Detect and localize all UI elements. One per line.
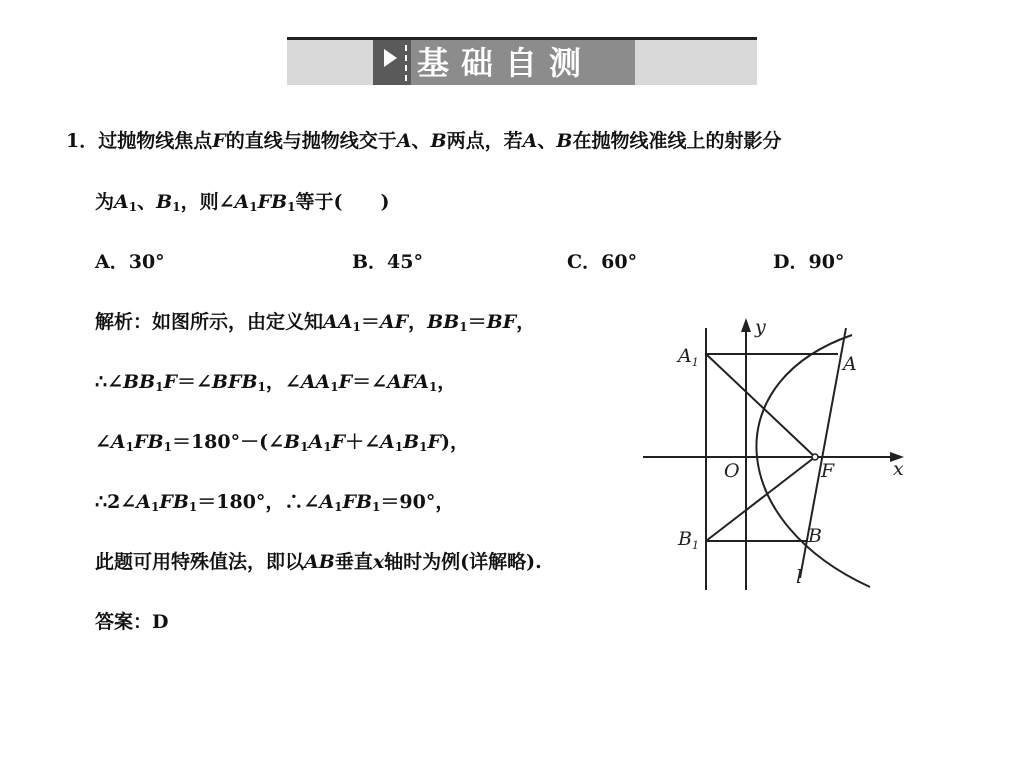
text: ：如图所示，由定义知: [133, 311, 324, 333]
var: F: [212, 130, 226, 152]
var: FB: [257, 191, 288, 213]
solution-heading: 解析: [95, 311, 134, 333]
text: ＝180°－(∠: [171, 431, 285, 453]
subscript: 1: [172, 200, 181, 214]
var: A: [110, 431, 126, 453]
text: ，: [516, 311, 536, 333]
var: AA: [300, 371, 331, 393]
var: A: [136, 491, 151, 513]
var: AA: [323, 311, 353, 333]
text: ∴∠: [95, 371, 124, 393]
text: ＝∠: [177, 371, 212, 393]
label-f: F: [821, 460, 835, 482]
solution-line-4: [95, 489, 454, 515]
text: ＝∠: [352, 371, 388, 393]
text: 在抛物线准线上的射影分: [572, 130, 782, 152]
answer-label: 答案: [95, 611, 134, 633]
var: BB: [123, 371, 156, 393]
question-number: 1．: [66, 130, 99, 152]
var: B: [284, 431, 301, 453]
var: x: [372, 551, 385, 573]
subscript: 1: [352, 320, 361, 334]
text: ，∠: [265, 371, 301, 393]
var: BFB: [211, 371, 258, 393]
solution-line-3: [95, 429, 469, 455]
y-axis-arrow: [741, 318, 751, 332]
var: A: [396, 130, 412, 152]
var: FB: [342, 491, 373, 513]
var: B: [156, 191, 173, 213]
var: A: [234, 191, 250, 213]
text: ＝: [360, 311, 380, 333]
subscript: 1: [188, 500, 198, 514]
text: 为: [95, 191, 115, 213]
answer-value: D: [152, 611, 169, 633]
subscript: 1: [419, 440, 428, 454]
text: 轴时为例(详解略).: [384, 551, 542, 573]
subscript: 1: [394, 440, 404, 454]
text: ＋∠: [345, 431, 380, 453]
question-line-1: [66, 128, 781, 154]
label-b: B: [808, 525, 822, 547]
subscript: 1: [428, 380, 438, 394]
var: BF: [486, 311, 517, 333]
question-line-2: [95, 189, 390, 215]
var: B: [430, 130, 447, 152]
var: A: [522, 130, 538, 152]
subscript: 1: [323, 440, 332, 454]
label-a: A: [843, 353, 857, 375]
var: AB: [304, 551, 335, 573]
text: ∴2∠: [95, 491, 137, 513]
solution-line-1: [95, 309, 535, 335]
var: A: [308, 431, 324, 453]
subscript: 1: [128, 200, 138, 214]
play-arrow-icon: [384, 49, 397, 67]
var: A: [114, 191, 129, 213]
label-b1: $B_1$: [678, 528, 699, 552]
subscript: 1: [249, 200, 258, 214]
focus-point: [812, 454, 818, 460]
subscript: 1: [334, 500, 343, 514]
answer-separator: ：: [133, 611, 153, 633]
section-banner: [287, 37, 757, 85]
var: AFA: [387, 371, 429, 393]
text: )，: [441, 431, 470, 453]
subscript: 1: [372, 500, 381, 514]
var: BB: [427, 311, 460, 333]
text: 、: [411, 130, 431, 152]
text: 的直线与抛物线交于: [225, 130, 397, 152]
subscript: 1: [155, 380, 164, 394]
var: A: [379, 431, 395, 453]
text: ＝: [467, 311, 487, 333]
text: 等于( ): [295, 191, 390, 213]
subscript: 1: [163, 440, 172, 454]
var: AF: [379, 311, 409, 333]
text: ，: [408, 311, 428, 333]
subscript: 1: [287, 200, 296, 214]
label-y: y: [755, 316, 766, 338]
text: 、: [537, 130, 557, 152]
label-x: x: [893, 458, 904, 480]
subscript: 1: [459, 320, 468, 334]
text: 、: [137, 191, 157, 213]
var: F: [338, 371, 353, 393]
text: ＝90°，: [380, 491, 455, 513]
var: FB: [134, 431, 164, 453]
text: ，: [437, 371, 457, 393]
solution-line-2: [95, 369, 456, 395]
text: 过抛物线焦点: [98, 130, 213, 152]
subscript: 1: [150, 500, 160, 514]
var: A: [319, 491, 335, 513]
subscript: 1: [125, 440, 135, 454]
text: ∠: [95, 431, 111, 453]
banner-dashed-divider: [405, 45, 407, 81]
option-c[interactable]: C．60°: [567, 251, 638, 273]
var: B: [556, 130, 573, 152]
text: 两点，若: [446, 130, 523, 152]
segment-b1-f: [706, 457, 815, 541]
var: B: [403, 431, 420, 453]
option-d[interactable]: D．90°: [773, 251, 845, 273]
label-a1: $A_1$: [678, 345, 699, 369]
text: ，则∠: [180, 191, 235, 213]
parabola-figure: [640, 310, 920, 595]
text: 此题可用特殊值法，即以: [95, 551, 305, 573]
banner-title: 基础自测: [417, 44, 594, 82]
solution-line-5: [95, 549, 542, 575]
subscript: 1: [257, 380, 266, 394]
label-l: l: [796, 566, 803, 588]
var: F: [427, 431, 442, 453]
var: F: [163, 371, 177, 393]
option-b[interactable]: B．45°: [352, 251, 423, 273]
subscript: 1: [300, 440, 309, 454]
subscript: 1: [330, 380, 339, 394]
answer-line: [95, 609, 169, 635]
label-o: O: [724, 460, 740, 482]
text: 垂直: [334, 551, 373, 573]
var: F: [331, 431, 346, 453]
option-a[interactable]: A．30°: [95, 251, 165, 273]
var: FB: [159, 491, 189, 513]
text: ＝180°，∴∠: [197, 491, 320, 513]
segment-a1-f: [706, 354, 815, 457]
